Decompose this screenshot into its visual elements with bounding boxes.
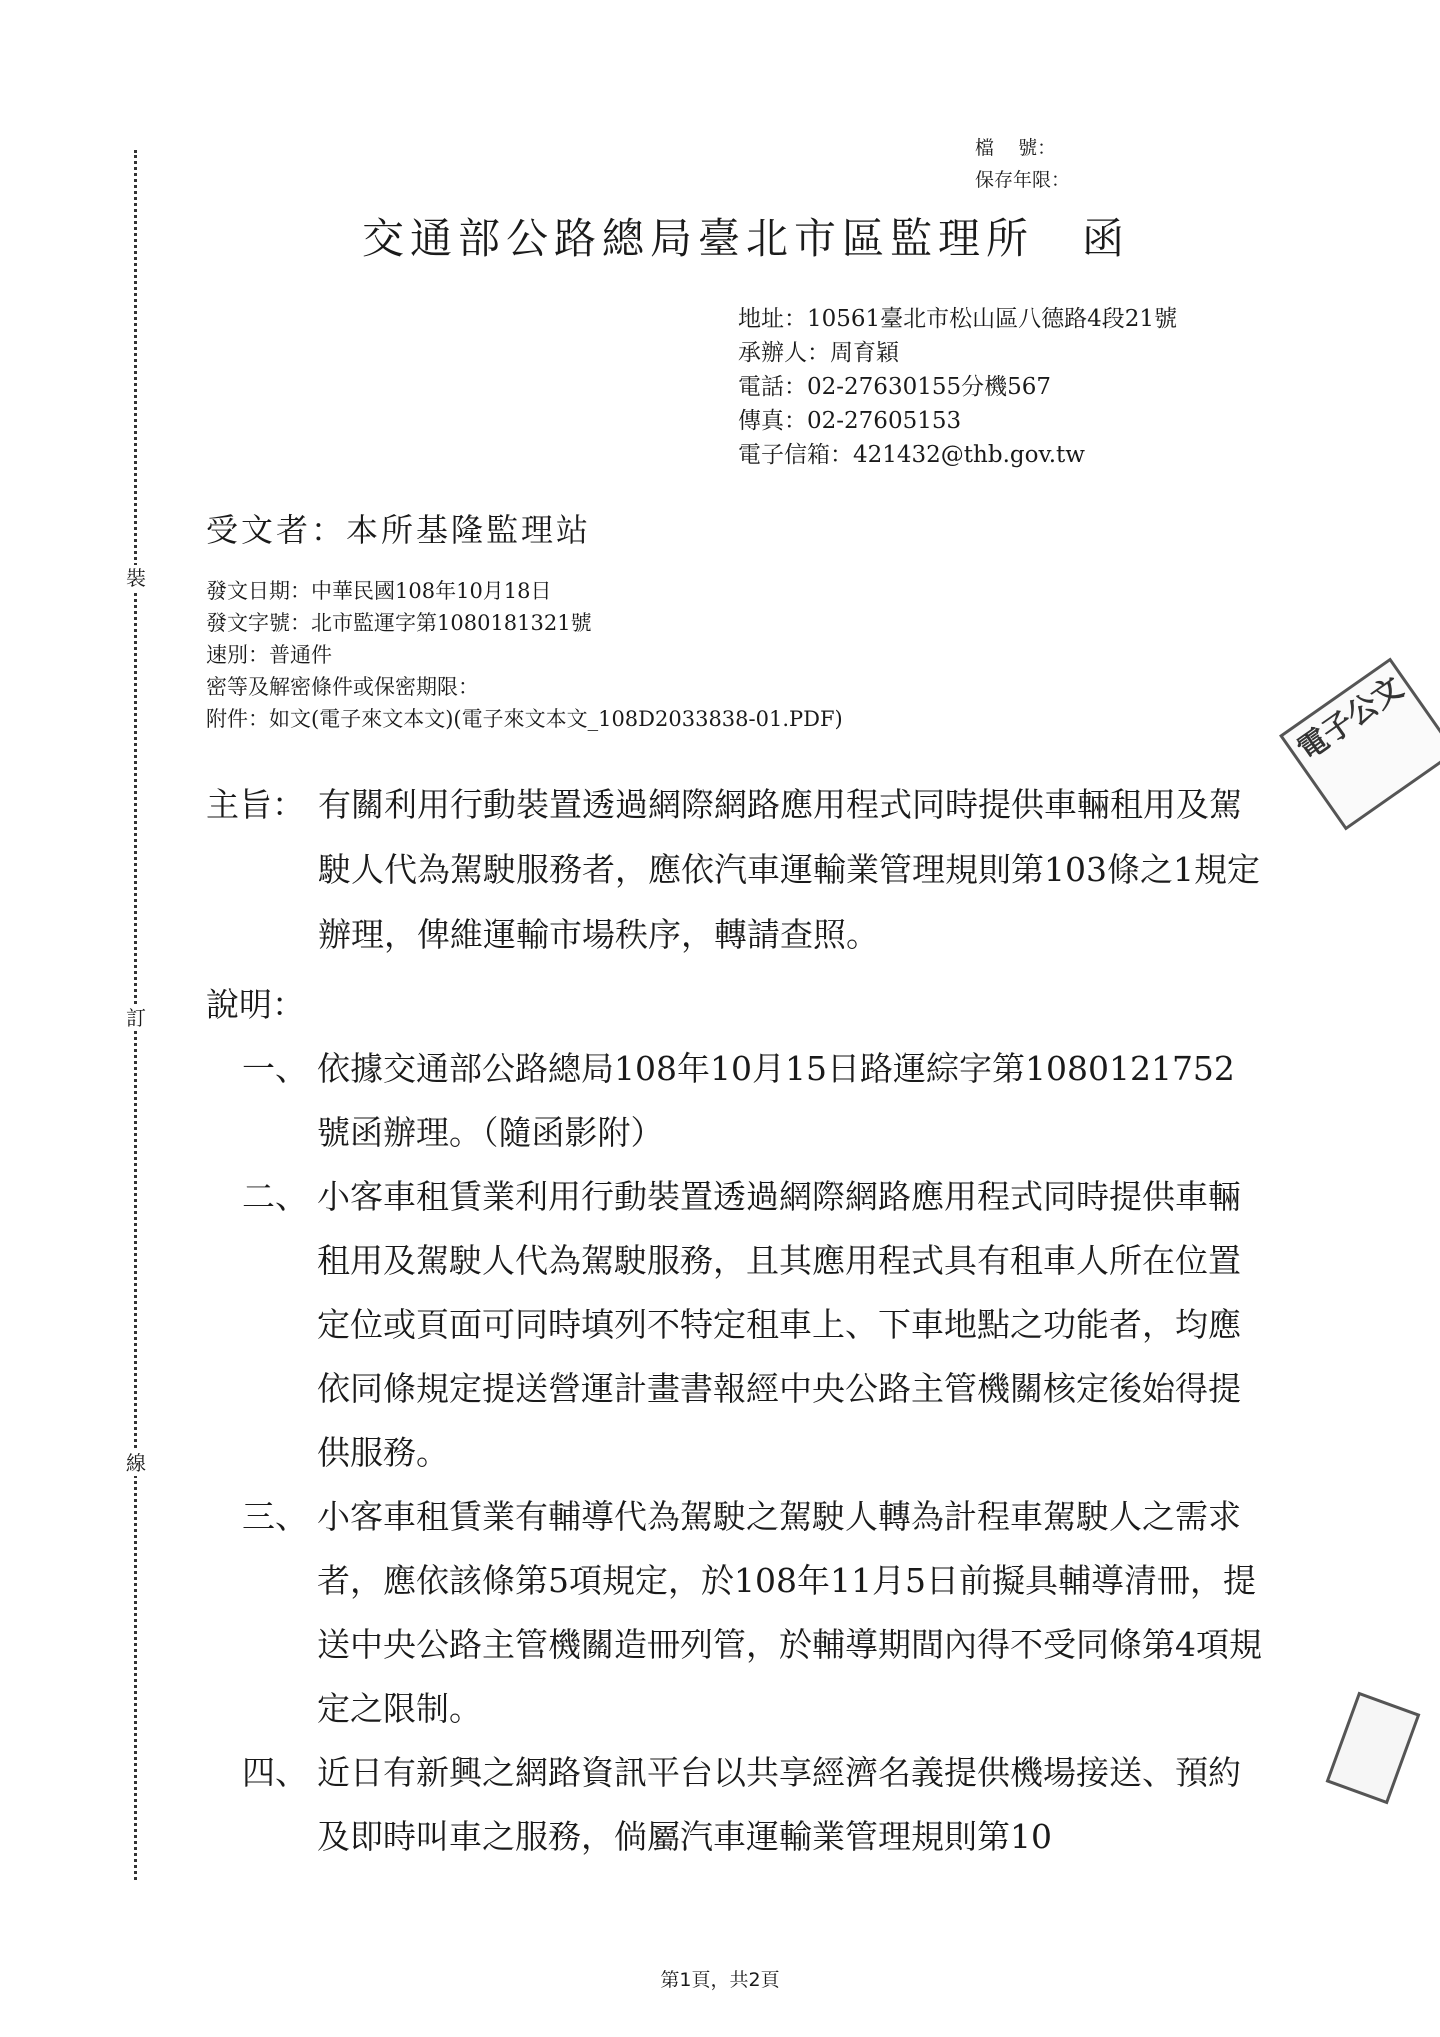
attachment: 附件：如文(電子來文本文)(電子來文本文_108D2033838-01.PDF) xyxy=(206,707,843,731)
item-text: 近日有新興之網路資訊平台以共享經濟名義提供機場接送、預約及即時叫車之服務，倘屬汽車運輸業管理規則第10 xyxy=(317,1753,1241,1856)
description-label: 說明： xyxy=(206,985,305,1024)
document-body xyxy=(206,772,1266,1869)
binding-mark-ding: 訂 xyxy=(126,1006,146,1030)
contact-phone: 電話：02-27630155分機567 xyxy=(738,374,1052,400)
file-number-label: 檔 號： xyxy=(975,137,1057,159)
contact-handler: 承辦人：周育穎 xyxy=(738,340,899,366)
recipient: 受文者：本所基隆監理站 xyxy=(206,511,592,549)
item-text: 小客車租賃業利用行動裝置透過網際網路應用程式同時提供車輛租用及駕駛人代為駕駛服務，且其應用程式具有租車人所在位置定位或頁面可同時填列不特定租車上、下車地點之功能者，均應依同條規定提送營運計畫書報經中央公路主管機關核定後始得提供服務。 xyxy=(317,1177,1241,1472)
contact-address: 地址：10561臺北市松山區八德路4段21號 xyxy=(738,306,1178,332)
retention-label: 保存年限： xyxy=(975,169,1071,191)
item-number: 二、 xyxy=(242,1177,308,1216)
speed-category: 速別：普通件 xyxy=(206,643,332,667)
contact-email: 電子信箱：421432@thb.gov.tw xyxy=(738,442,1085,468)
contact-fax: 傳真：02-27605153 xyxy=(738,408,962,434)
document-number: 發文字號：北市監運字第1080181321號 xyxy=(206,611,592,635)
secrecy-level: 密等及解密條件或保密期限： xyxy=(206,675,479,699)
page-footer: 第1頁，共2頁 xyxy=(660,1969,780,1991)
contact-block xyxy=(738,302,1177,472)
item-number: 三、 xyxy=(242,1497,308,1536)
binding-mark-xian: 線 xyxy=(126,1451,146,1475)
list-item xyxy=(242,1165,1266,1485)
list-item xyxy=(242,1741,1266,1869)
document-title: 交通部公路總局臺北市區監理所 函 xyxy=(362,214,1131,263)
binding-mark-zhuang: 裝 xyxy=(126,566,146,590)
document-meta xyxy=(206,575,843,735)
archive-info xyxy=(975,132,1070,196)
subject-label: 主旨： xyxy=(206,785,305,824)
issue-date: 發文日期：中華民國108年10月18日 xyxy=(206,579,552,603)
item-number: 四、 xyxy=(242,1753,308,1792)
list-item xyxy=(242,1037,1266,1165)
item-number: 一、 xyxy=(242,1049,308,1088)
list-item xyxy=(242,1485,1266,1741)
item-text: 依據交通部公路總局108年10月15日路運綜字第1080121752號函辦理。（隨函影附） xyxy=(317,1049,1235,1152)
item-text: 小客車租賃業有輔導代為駕駛之駕駛人轉為計程車駕駛人之需求者，應依該條第5項規定，於108年11月5日前擬具輔導清冊，提送中央公路主管機關造冊列管，於輔導期間內得不受同條第4項規定之限制。 xyxy=(317,1497,1262,1728)
subject-text: 有關利用行動裝置透過網際網路應用程式同時提供車輛租用及駕駛人代為駕駛服務者，應依汽車運輸業管理規則第103條之1規定辦理，俾維運輸市場秩序，轉請查照。 xyxy=(318,785,1260,954)
seal-stamp-fragment xyxy=(1326,1692,1421,1805)
subject xyxy=(206,772,1266,967)
electronic-document-stamp: 電子公文 xyxy=(1279,657,1440,830)
